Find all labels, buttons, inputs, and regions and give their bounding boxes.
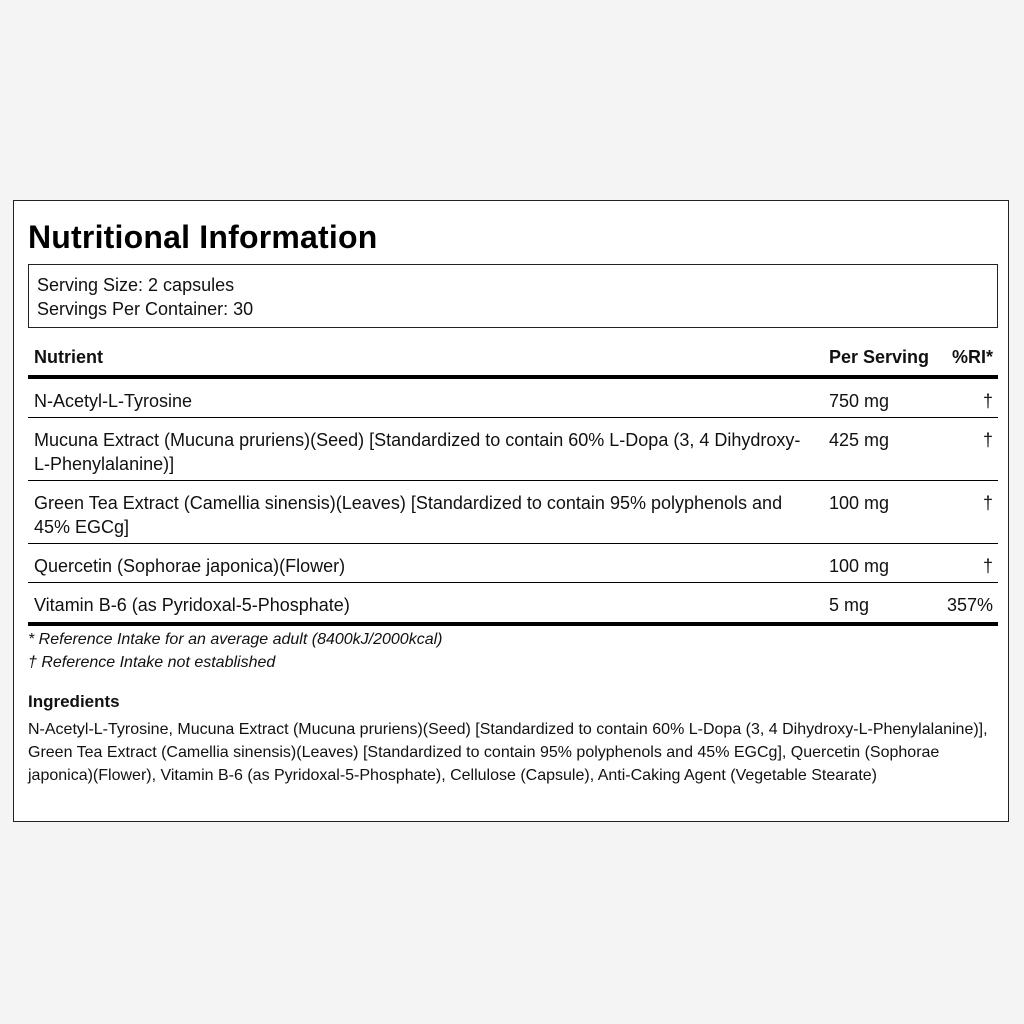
table-row <box>28 583 998 625</box>
nutrient-name: Green Tea Extract (Camellia sinensis)(Leaves) [Standardized to contain 95% polyphenols and 45% EGCg] <box>28 481 825 544</box>
ingredients-list: N-Acetyl-L-Tyrosine, Mucuna Extract (Mucuna pruriens)(Seed) [Standardized to contain 60% L-Dopa (3, 4 Dihydroxy-L-Phenylalanine)], Green Tea Extract (Camellia sinensis)(Leaves) [Standardized to contain 95% polyphenols and 45% EGCg], Quercetin (Sophorae japonica)(Flower), Vitamin B-6 (as Pyridoxal-5-Phosphate), Cellulose (Capsule), Anti-Caking Agent (Vegetable Stearate) <box>28 721 988 784</box>
servings-per-container: Servings Per Container: 30 <box>37 299 254 319</box>
serving-info-box <box>28 264 998 328</box>
table-row <box>28 481 998 544</box>
footnotes <box>28 628 442 674</box>
nutrient-table <box>28 341 998 626</box>
header-per-serving: Per Serving <box>825 341 933 377</box>
panel-title: Nutritional Information <box>28 219 378 255</box>
ingredients-heading: Ingredients <box>28 692 120 711</box>
nutrient-amount: 750 mg <box>825 377 933 418</box>
nutrient-name: Vitamin B-6 (as Pyridoxal-5-Phosphate) <box>28 583 825 625</box>
nutrient-amount: 425 mg <box>825 418 933 481</box>
header-nutrient: Nutrient <box>28 341 825 377</box>
nutrient-ri: † <box>933 481 998 544</box>
nutrition-panel <box>13 200 1009 822</box>
nutrient-name: N-Acetyl-L-Tyrosine <box>28 377 825 418</box>
nutrient-ri: 357% <box>933 583 998 625</box>
nutrient-name: Mucuna Extract (Mucuna pruriens)(Seed) [Standardized to contain 60% L-Dopa (3, 4 Dihydroxy-L-Phenylalanine)] <box>28 418 825 481</box>
table-header-row <box>28 341 998 377</box>
footnote-not-established: † Reference Intake not established <box>28 654 276 671</box>
table-row <box>28 377 998 418</box>
header-ri: %RI* <box>933 341 998 377</box>
table-row <box>28 544 998 583</box>
nutrient-name: Quercetin (Sophorae japonica)(Flower) <box>28 544 825 583</box>
nutrient-ri: † <box>933 418 998 481</box>
serving-size: Serving Size: 2 capsules <box>37 275 235 295</box>
nutrient-ri: † <box>933 544 998 583</box>
table-row <box>28 418 998 481</box>
nutrient-amount: 100 mg <box>825 481 933 544</box>
footnote-reference-intake: * Reference Intake for an average adult (8400kJ/2000kcal) <box>28 631 443 648</box>
nutrient-amount: 100 mg <box>825 544 933 583</box>
nutrient-amount: 5 mg <box>825 583 933 625</box>
nutrient-ri: † <box>933 377 998 418</box>
